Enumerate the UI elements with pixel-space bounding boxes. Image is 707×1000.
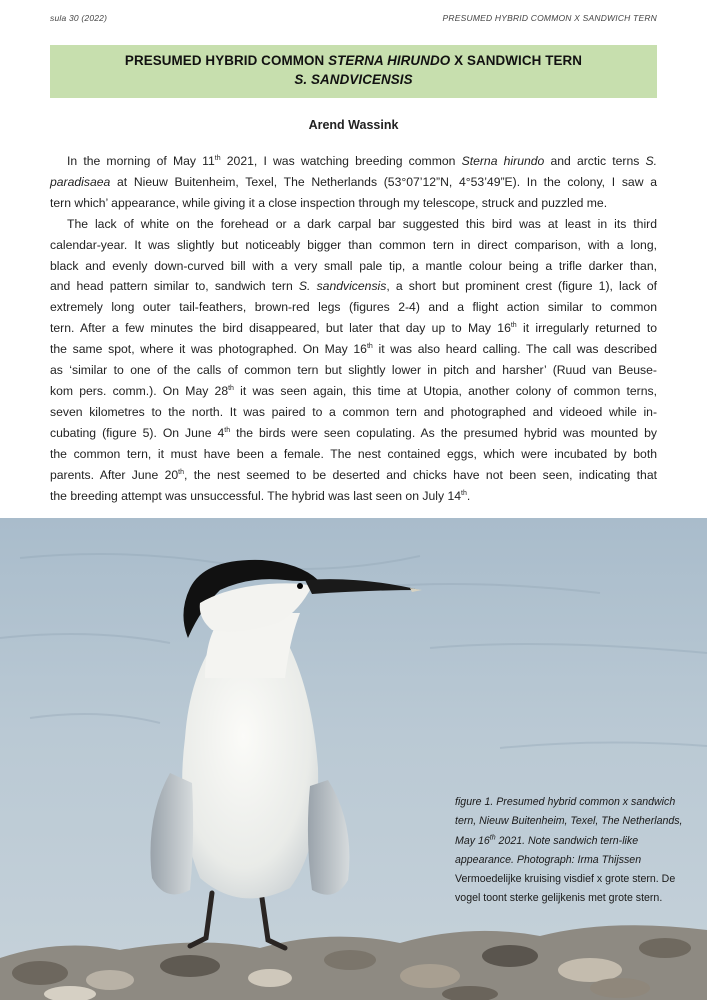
text-line: The lack of white on the forehead or a dark carpal bar suggested this bird was at least in its third	[67, 216, 657, 231]
text-line: the same spot, where it was photographed. On May 16th it was also heard calling. The call was described	[50, 342, 657, 357]
article-body	[50, 151, 657, 506]
text-line: the breeding attempt was unsuccessful. The hybrid was last seen on July 14th.	[50, 488, 471, 503]
text-line: tern. After a few minutes the bird disappeared, but later that day up to May 16th it irregularly returned to	[50, 321, 658, 336]
text-line: seven kilometres to the north. It was paired to a common tern and photographed and videoed while in-	[50, 404, 657, 419]
text-line: In the morning of May 11th 2021, I was watching breeding common Sterna hirundo and arctic terns S.	[67, 154, 658, 168]
text-line: extremely long outer tail-feathers, brown-red legs (figures 2-4) and a flight action similar to common	[50, 300, 657, 315]
paragraph-2	[50, 214, 657, 507]
text-line: kom pers. comm.). On May 28th it was seen again, this time at Utopia, another colony of common terns,	[50, 383, 657, 398]
caption-english: figure 1. Presumed hybrid common x sandwich tern, Nieuw Buitenheim, Texel, The Netherlands, May 16th 2021. Note sandwich tern-like appearance. Photograph: Irma Thijssen	[455, 796, 683, 866]
caption-dutch: Vermoedelijke kruising visdief x grote stern. De vogel toont sterke gelijkenis met grote stern.	[455, 873, 676, 905]
text-line: calendar-year. It was slightly but noticeably bigger than common tern in direct comparison, with a long,	[50, 237, 657, 252]
text-line: parents. After June 20th, the nest seemed to be deserted and chicks have not been seen, indicating that	[50, 467, 657, 482]
text-line: tern which’ appearance, while giving it a close inspection through my telescope, struck and puzzled me.	[50, 195, 608, 210]
text-line: paradisaea at Nieuw Buitenheim, Texel, The Netherlands (53°07’12”N, 4°53’49”E). In the colony, I saw a	[50, 174, 657, 189]
author-name: Arend Wassink	[308, 118, 399, 132]
text-line: and head pattern similar to, sandwich tern S. sandvicensis, a short but prominent crest (figure 1), lack of	[50, 279, 657, 294]
figure-caption	[455, 793, 705, 909]
article-title-line-2: S. SANDVICENSIS	[294, 72, 413, 87]
article-title-box	[50, 45, 657, 98]
paragraph-1	[50, 151, 657, 214]
article-title-line-1: PRESUMED HYBRID COMMON STERNA HIRUNDO X SANDWICH TERN	[124, 53, 583, 68]
running-header-title: PRESUMED HYBRID COMMON X SANDWICH TERN	[442, 13, 657, 23]
text-line: as ‘similar to one of the calls of common tern but slightly lower in pitch and harsher’ (Ruud van Beuse-	[50, 363, 657, 378]
running-header-journal: sula 30 (2022)	[50, 13, 108, 23]
tern-photograph	[0, 518, 707, 1000]
text-line: black and evenly down-curved bill with a very small pale tip, a mantle colour being a trifle darker than,	[50, 258, 657, 273]
text-line: the common tern, it must have been a female. The nest contained eggs, which were incubated by both	[50, 446, 657, 461]
text-line: cubating (figure 5). On June 4th the birds were seen copulating. As the presumed hybrid was mounted by	[50, 425, 657, 440]
